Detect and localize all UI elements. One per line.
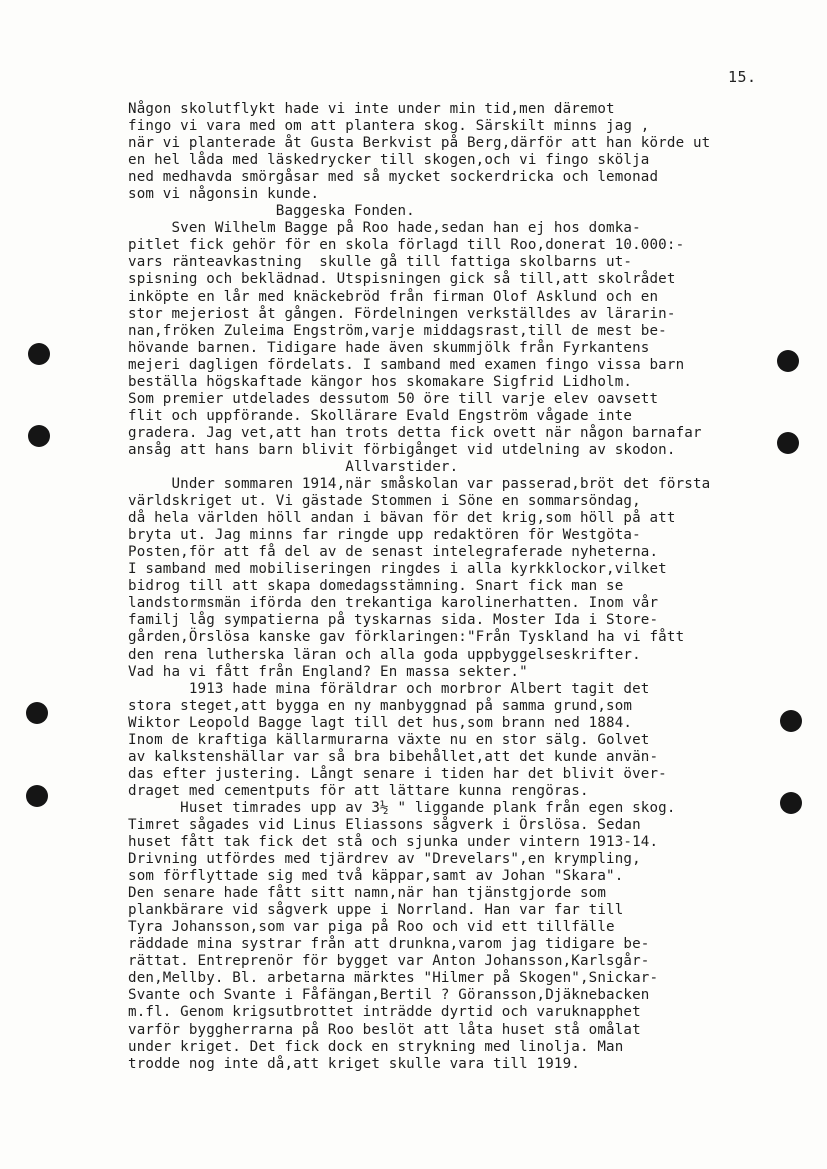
- text-line: Sven Wilhelm Bagge på Roo hade,sedan han ej hos domka-: [128, 220, 641, 237]
- text-line: flit och uppförande. Skollärare Evald Engström vågade inte: [128, 407, 633, 424]
- text-line: das efter justering. Långt senare i tiden har det blivit över-: [128, 765, 667, 782]
- punch-hole: [780, 792, 802, 814]
- text-line: nan,fröken Zuleima Engström,varje middagsrast,till de mest be-: [128, 322, 667, 339]
- text-line: inköpte en lår med knäckebröd från firman Olof Asklund och en: [128, 288, 659, 305]
- text-line: vars ränteavkastning skulle gå till fattiga skolbarns ut-: [128, 254, 633, 271]
- text-line: stora steget,att bygga en ny manbyggnad på samma grund,som: [128, 697, 633, 714]
- text-line: 1913 hade mina föräldrar och morbror Albert tagit det: [128, 680, 650, 697]
- text-line: Tyra Johansson,som var piga på Roo och vid ett tillfälle: [128, 919, 615, 936]
- page-number: 15.: [728, 68, 757, 86]
- text-line: Den senare hade fått sitt namn,när han tjänstgjorde som: [128, 885, 607, 902]
- text-line: bidrog till att skapa domedagsstämning. Snart fick man se: [128, 578, 624, 595]
- text-line: Som premier utdelades dessutom 50 öre till varje elev oavsett: [128, 390, 659, 407]
- text-line: räddade mina systrar från att drunkna,varom jag tidigare be-: [128, 936, 650, 953]
- text-line: fingo vi vara med om att plantera skog. Särskilt minns jag ,: [128, 118, 650, 135]
- punch-hole: [780, 710, 802, 732]
- text-line: den rena lutherska läran och alla goda uppbyggelseskrifter.: [128, 646, 641, 663]
- text-line: under kriget. Det fick dock en strykning med linolja. Man: [128, 1038, 624, 1055]
- text-line: Allvarstider.: [128, 458, 459, 475]
- text-line: den,Mellby. Bl. arbetarna märktes "Hilmer på Skogen",Snickar-: [128, 970, 659, 987]
- text-line: varför byggherrarna på Roo beslöt att låta huset stå omålat: [128, 1021, 641, 1038]
- text-line: familj låg sympatierna på tyskarnas sida. Moster Ida i Store-: [128, 612, 659, 629]
- text-line: världskriget ut. Vi gästade Stommen i Söne en sommarsöndag,: [128, 493, 641, 510]
- text-line: Timret sågades vid Linus Eliassons sågverk i Örslösa. Sedan: [128, 816, 641, 833]
- text-line: landstormsmän iförda den trekantiga karolinerhatten. Inom vår: [128, 595, 659, 612]
- text-line: Svante och Svante i Fåfängan,Bertil ? Göransson,Djäknebacken: [128, 987, 650, 1004]
- text-line: trodde nog inte då,att kriget skulle vara till 1919.: [128, 1055, 580, 1072]
- text-line: gården,Örslösa kanske gav förklaringen:"Från Tyskland ha vi fått: [128, 629, 685, 646]
- text-line: m.fl. Genom krigsutbrottet inträdde dyrtid och varuknapphet: [128, 1004, 641, 1021]
- text-line: Under sommaren 1914,när småskolan var passerad,bröt det första: [128, 476, 711, 493]
- text-line: gradera. Jag vet,att han trots detta fick ovett när någon barnafar: [128, 424, 702, 441]
- text-line: hövande barnen. Tidigare hade även skummjölk från Fyrkantens: [128, 339, 650, 356]
- text-line: när vi planterade åt Gusta Berkvist på Berg,därför att han körde ut: [128, 135, 711, 152]
- text-line: en hel låda med läskedrycker till skogen,och vi fingo skölja: [128, 152, 650, 169]
- text-line: stor mejeriost åt gången. Fördelningen verkställdes av lärarin-: [128, 305, 676, 322]
- punch-hole: [28, 425, 50, 447]
- text-line: Baggeska Fonden.: [128, 203, 415, 220]
- text-line: beställa högskaftade kängor hos skomakare Sigfrid Lidholm.: [128, 373, 633, 390]
- text-line: spisning och beklädnad. Utspisningen gick så till,att skolrådet: [128, 271, 676, 288]
- typewritten-body: [128, 101, 808, 1073]
- text-line: Posten,för att få del av de senast intelegraferade nyheterna.: [128, 544, 659, 561]
- text-line: Drivning utfördes med tjärdrev av "Drevelars",en krympling,: [128, 851, 641, 868]
- text-line: som förflyttade sig med två käppar,samt av Johan "Skara".: [128, 868, 624, 885]
- punch-hole: [28, 343, 50, 365]
- text-line: plankbärare vid sågverk uppe i Norrland. Han var far till: [128, 902, 624, 919]
- text-line: Wiktor Leopold Bagge lagt till det hus,som brann ned 1884.: [128, 714, 633, 731]
- text-line: mejeri dagligen fördelats. I samband med examen fingo vissa barn: [128, 356, 685, 373]
- punch-hole: [777, 350, 799, 372]
- punch-hole: [26, 702, 48, 724]
- text-line: rättat. Entreprenör för bygget var Anton Johansson,Karlsgår-: [128, 953, 650, 970]
- text-line: Vad ha vi fått från England? En massa sekter.": [128, 663, 528, 680]
- text-line: då hela världen höll andan i bävan för det krig,som höll på att: [128, 510, 676, 527]
- text-line: Huset timrades upp av 3½ " liggande plank från egen skog.: [128, 799, 676, 816]
- text-line: Inom de kraftiga källarmurarna växte nu en stor sälg. Golvet: [128, 731, 650, 748]
- punch-hole: [777, 432, 799, 454]
- punch-hole: [26, 785, 48, 807]
- text-line: ned medhavda smörgåsar med så mycket sockerdricka och lemonad: [128, 169, 659, 186]
- text-line: bryta ut. Jag minns far ringde upp redaktören för Westgöta-: [128, 527, 641, 544]
- text-line: som vi någonsin kunde.: [128, 186, 320, 203]
- text-line: huset fått tak fick det stå och sjunka under vintern 1913-14.: [128, 834, 659, 851]
- text-line: pitlet fick gehör för en skola förlagd till Roo,donerat 10.000:-: [128, 237, 685, 254]
- text-line: I samband med mobiliseringen ringdes i alla kyrkklockor,vilket: [128, 561, 667, 578]
- text-line: av kalkstenshällar var så bra bibehållet,att det kunde använ-: [128, 748, 659, 765]
- text-line: Någon skolutflykt hade vi inte under min tid,men däremot: [128, 101, 615, 117]
- text-line: ansåg att hans barn blivit förbigånget vid utdelning av skodon.: [128, 441, 676, 458]
- text-line: draget med cementputs för att lättare kunna rengöras.: [128, 782, 589, 799]
